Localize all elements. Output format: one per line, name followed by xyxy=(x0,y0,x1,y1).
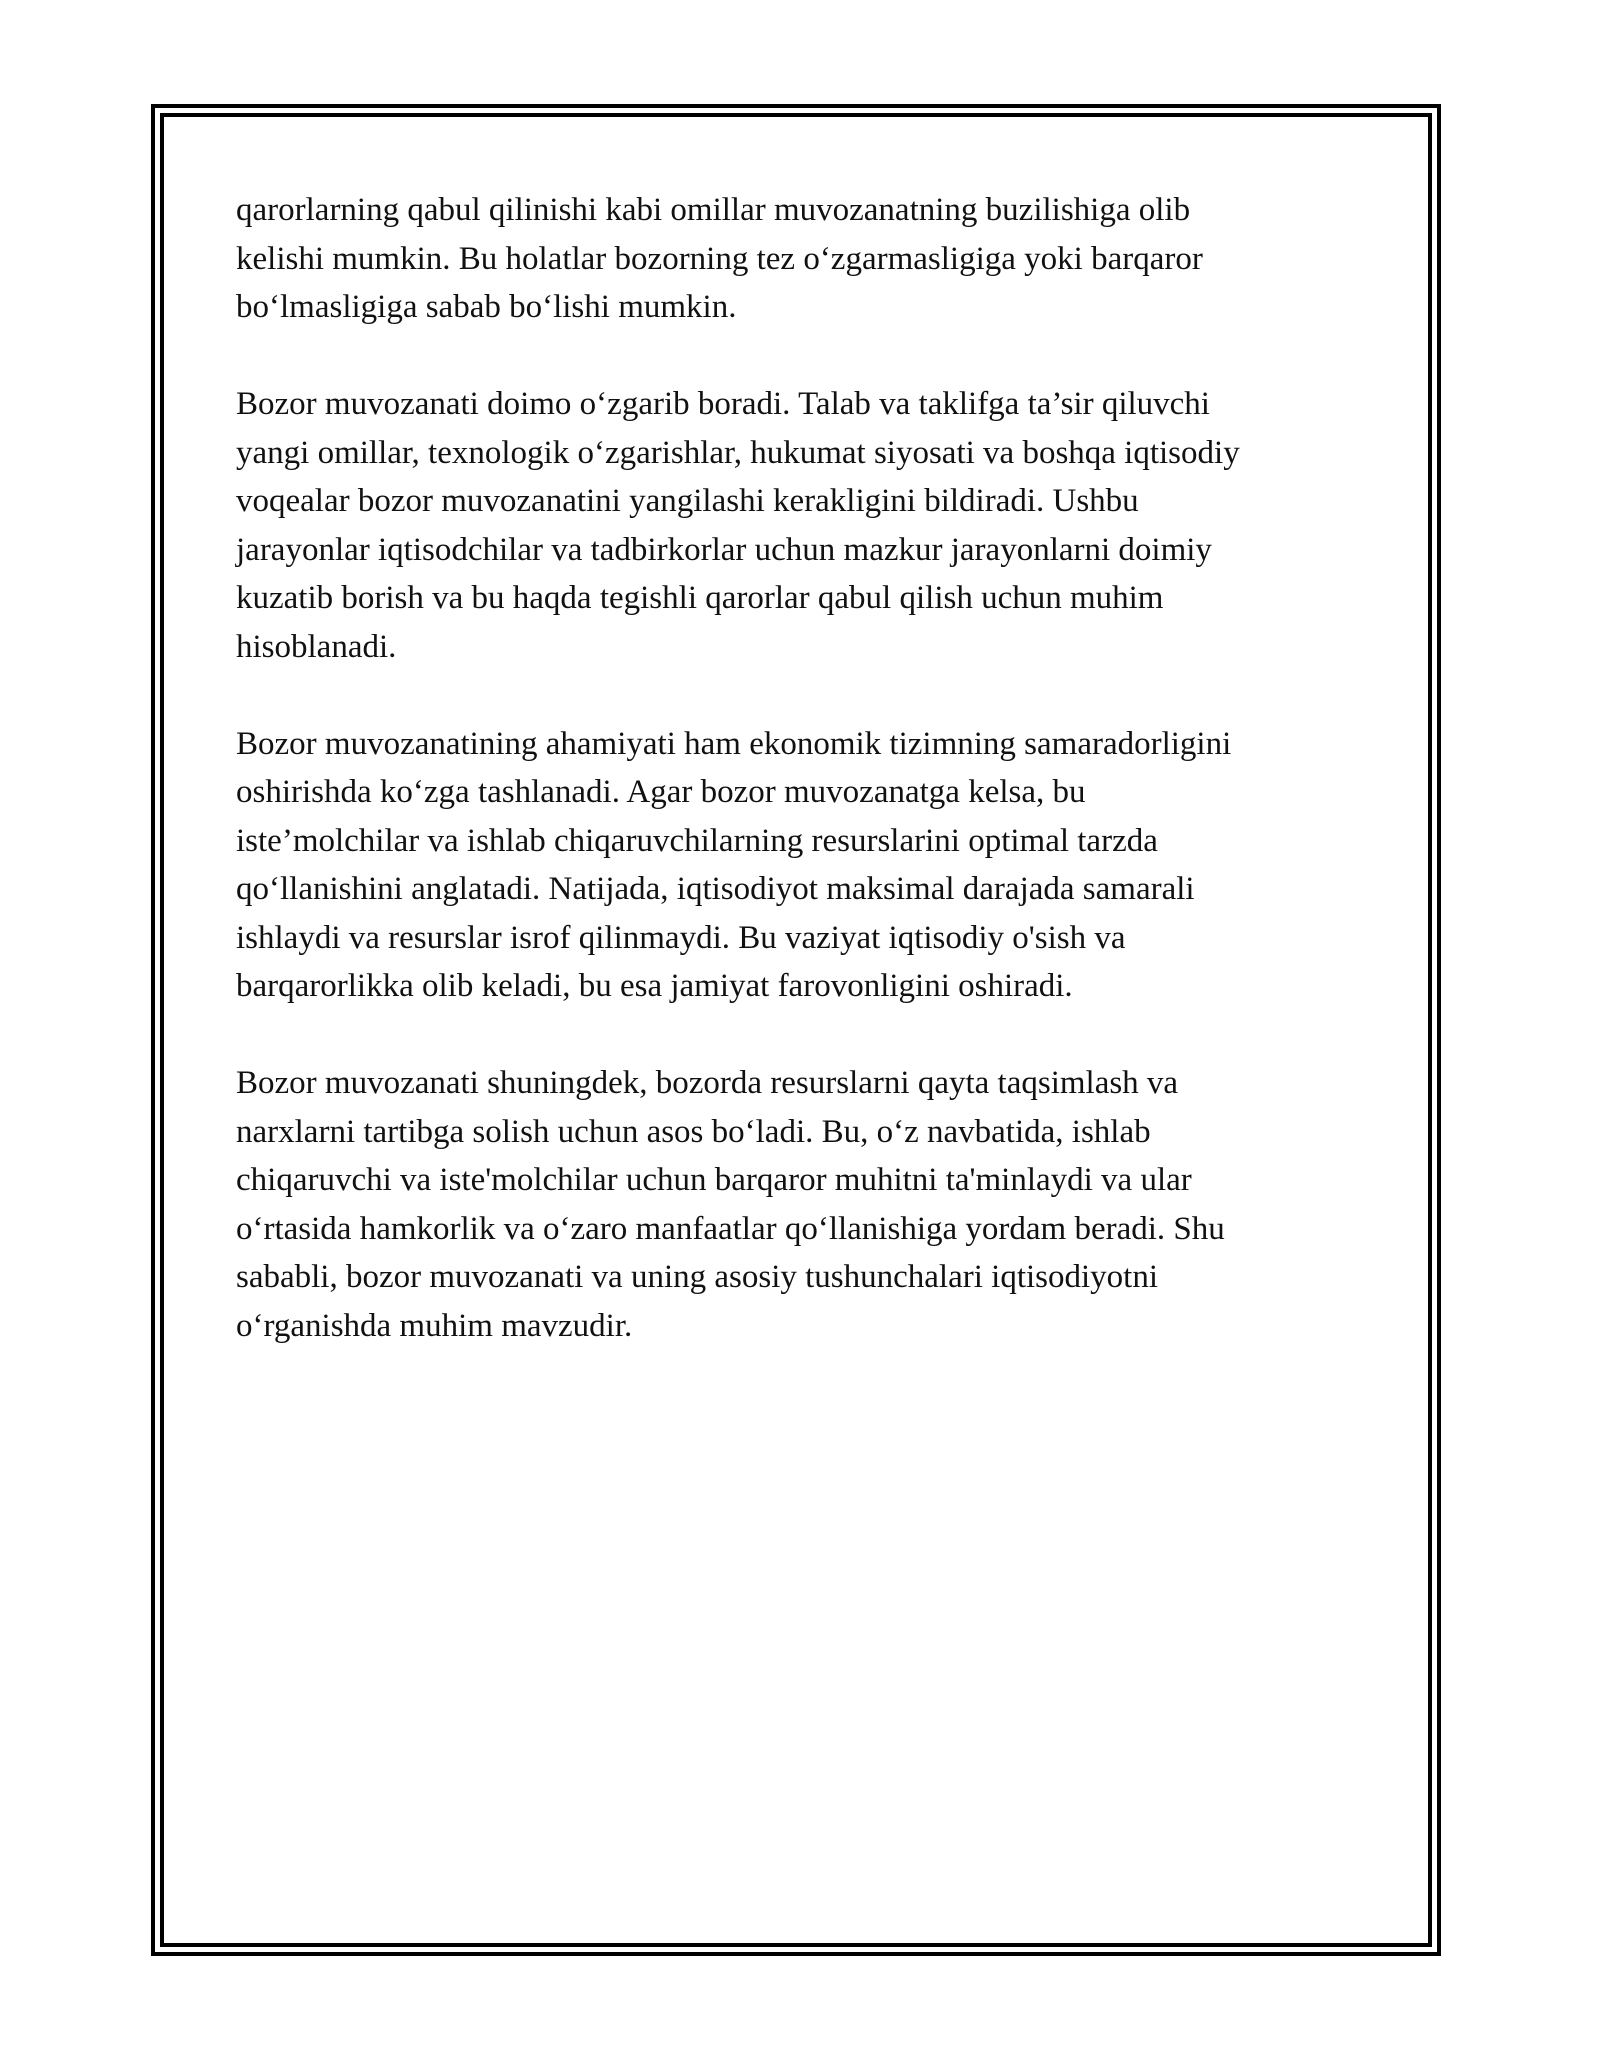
text-line: o‘rganishda muhim mavzudir. xyxy=(236,1307,633,1344)
text-line: chiqaruvchi va iste'molchilar uchun barqaror muhitni ta'minlaydi va ular xyxy=(236,1162,1192,1198)
text-line: barqarorlikka olib keladi, bu esa jamiyat farovonligini oshiradi. xyxy=(236,968,1073,1004)
paragraph-2 xyxy=(236,380,1366,671)
text-line: jarayonlar iqtisodchilar va tadbirkorlar uchun mazkur jarayonlarni doimiy xyxy=(236,531,1212,568)
text-line: qarorlarning qabul qilinishi kabi omillar muvozanatning buzilishiga olib xyxy=(236,192,1191,228)
text-line: qo‘llanishini anglatadi. Natijada, iqtisodiyot maksimal darajada samarali xyxy=(236,871,1195,907)
text-line: Bozor muvozanatining ahamiyati ham ekonomik tizimning samaradorligini xyxy=(236,725,1232,762)
text-line: sababli, bozor muvozanati va uning asosiy tushunchalari iqtisodiyotni xyxy=(236,1259,1159,1295)
text-line: kuzatib borish va bu haqda tegishli qarorlar qabul qilish uchun muhim xyxy=(236,580,1164,616)
text-line: Bozor muvozanati shuningdek, bozorda resurslarni qayta taqsimlash va xyxy=(236,1065,1179,1101)
text-line: bo‘lmasligiga sabab bo‘lishi mumkin. xyxy=(236,289,737,325)
text-line: Bozor muvozanati doimo o‘zgarib boradi. Talab va taklifga ta’sir qiluvchi xyxy=(236,386,1210,422)
text-line: oshirishda ko‘zga tashlanadi. Agar bozor muvozanatga kelsa, bu xyxy=(236,774,1086,810)
paragraph-1 xyxy=(236,186,1366,332)
paragraph-3 xyxy=(236,720,1366,1011)
text-line: iste’molchilar va ishlab chiqaruvchilarning resurslarini optimal tarzda xyxy=(236,822,1158,859)
document-body xyxy=(236,186,1366,1399)
paragraph-4 xyxy=(236,1059,1366,1350)
text-line: o‘rtasida hamkorlik va o‘zaro manfaatlar qo‘llanishiga yordam beradi. Shu xyxy=(236,1210,1225,1247)
text-line: voqealar bozor muvozanatini yangilashi kerakligini bildiradi. Ushbu xyxy=(236,483,1139,519)
text-line: ishlaydi va resurslar isrof qilinmaydi. Bu vaziyat iqtisodiy o'sish va xyxy=(236,919,1126,956)
text-line: kelishi mumkin. Bu holatlar bozorning tez o‘zgarmasligiga yoki barqaror xyxy=(236,240,1203,277)
text-line: narxlarni tartibga solish uchun asos bo‘ladi. Bu, o‘z navbatida, ishlab xyxy=(236,1113,1151,1150)
text-line: yangi omillar, texnologik o‘zgarishlar, hukumat siyosati va boshqa iqtisodiy xyxy=(236,434,1240,471)
text-line: hisoblanadi. xyxy=(236,628,397,665)
